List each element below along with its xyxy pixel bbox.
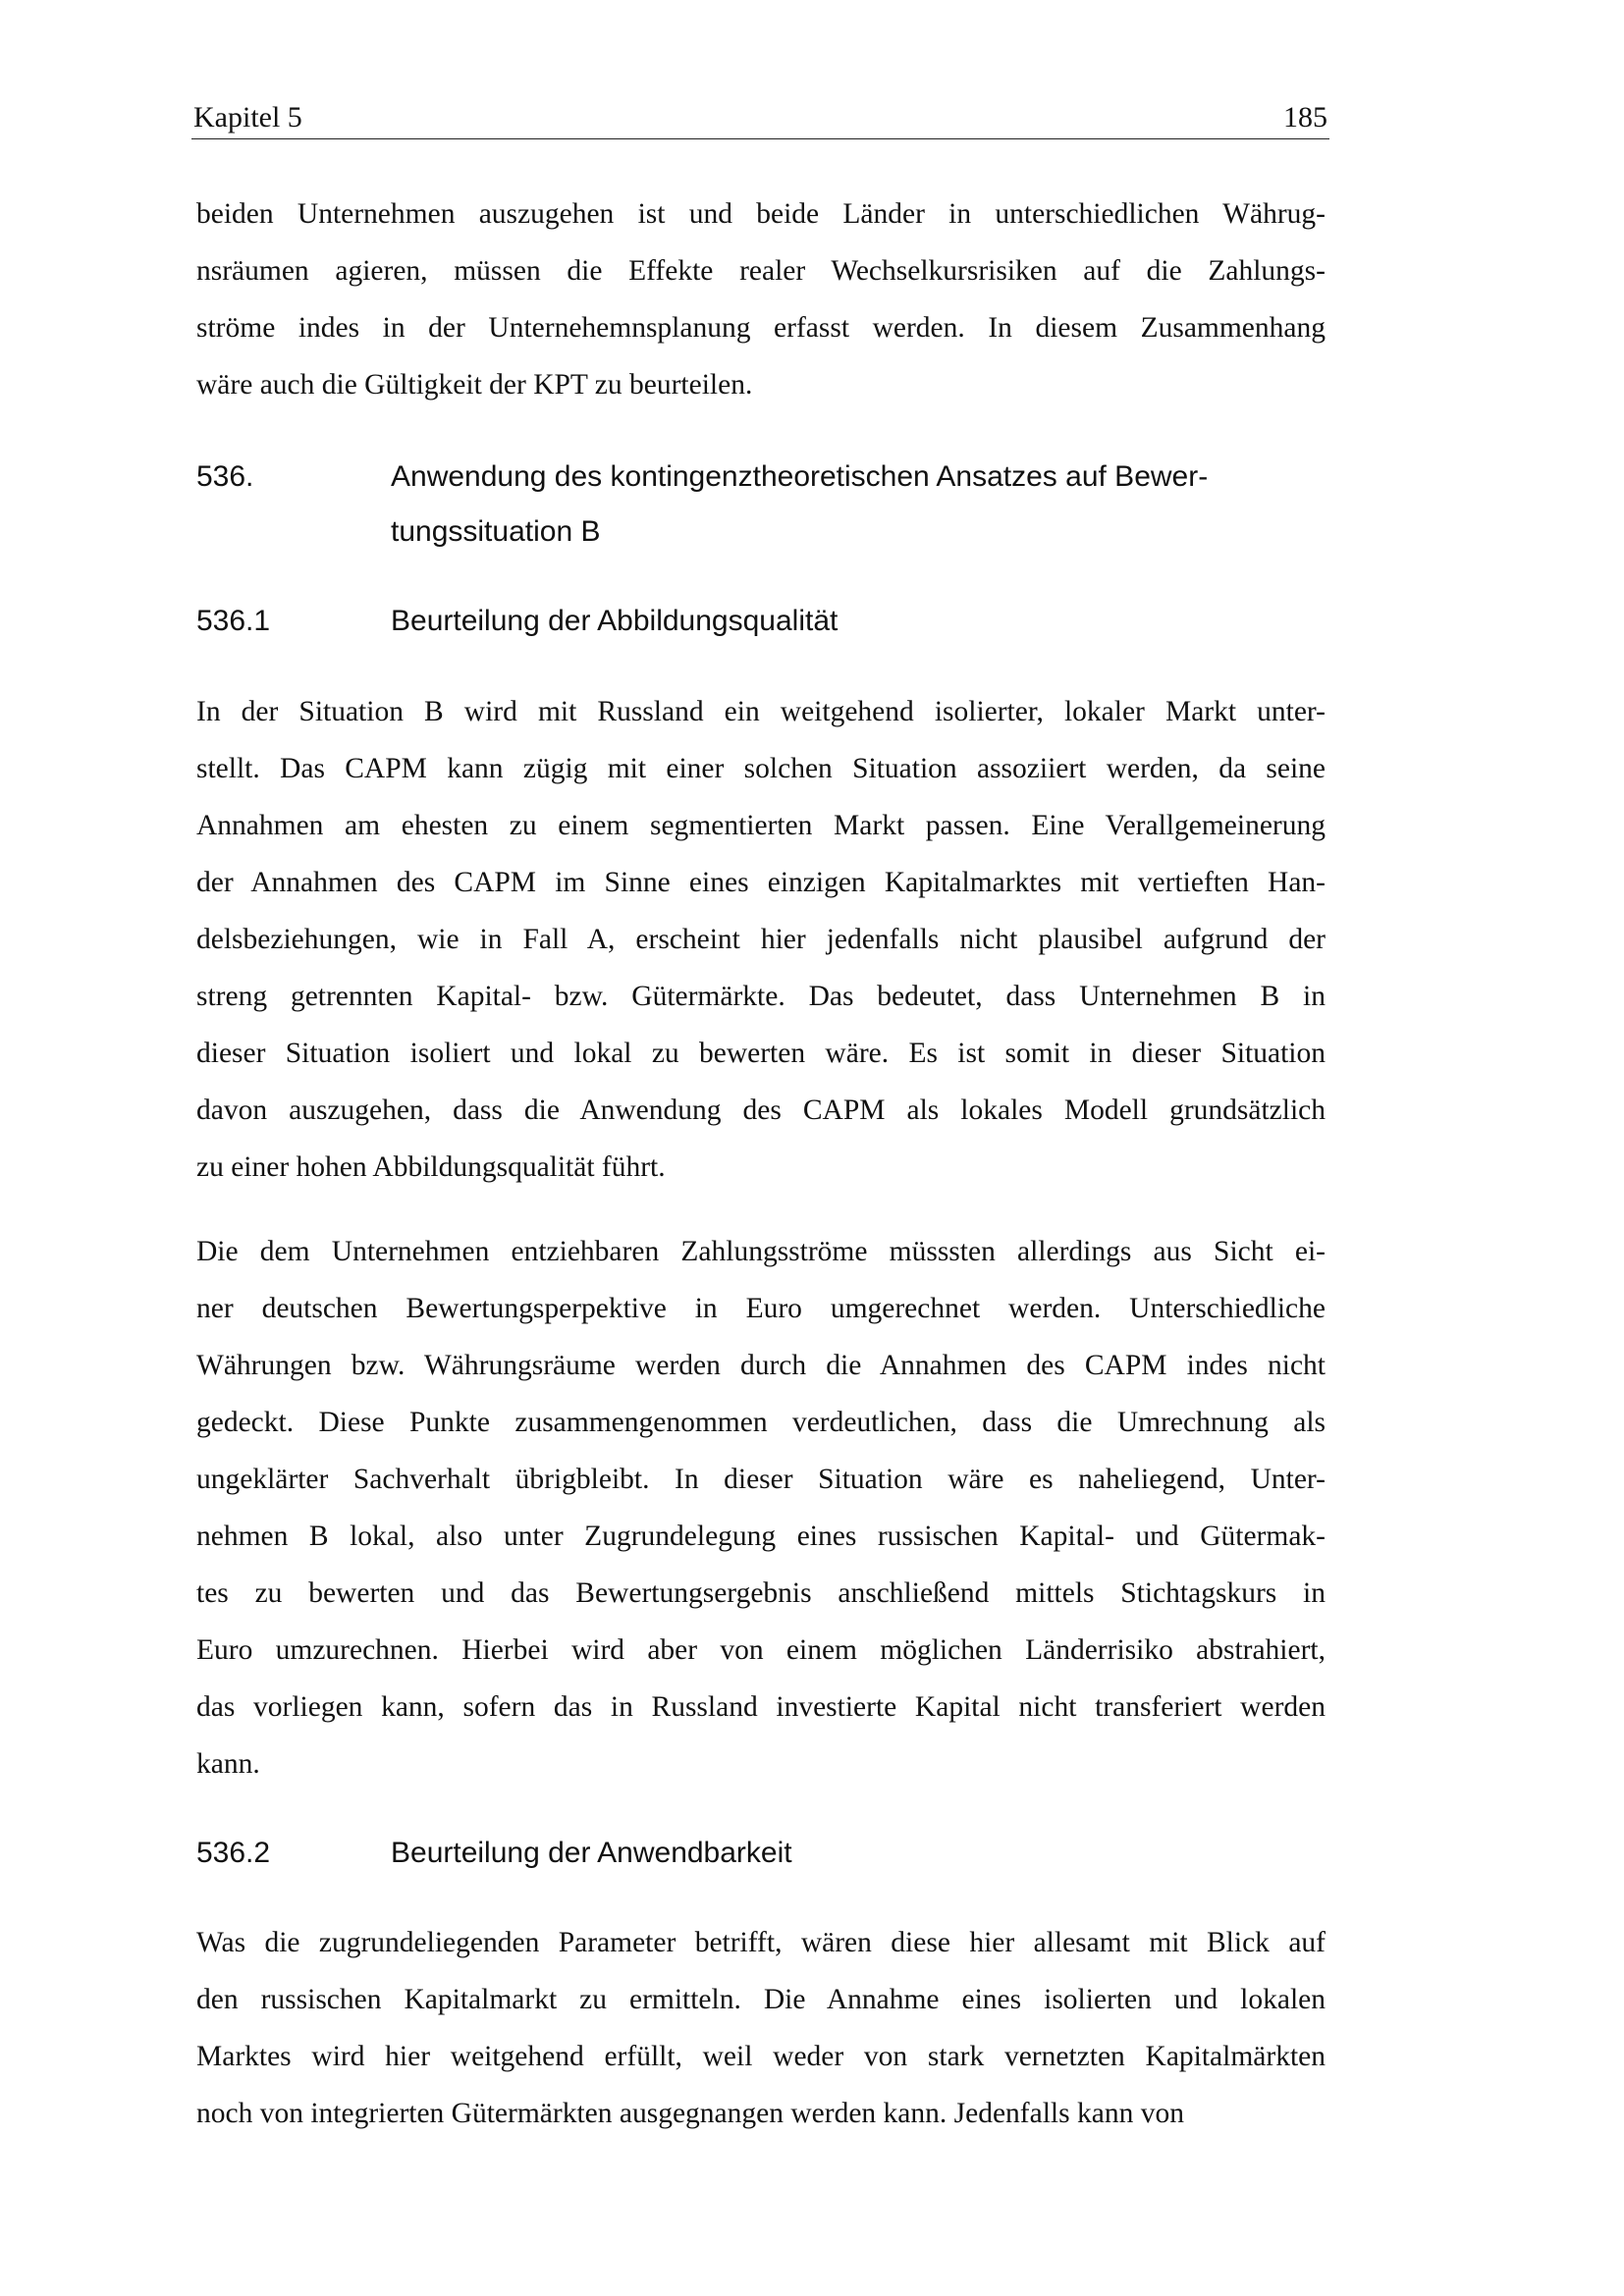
heading-title — [391, 450, 1324, 560]
text-line: Währungen bzw. Währungsräume werden durch die Annahmen des CAPM indes nicht — [196, 1350, 1326, 1381]
text-line: ungeklärter Sachverhalt übrigbleibt. In dieser Situation wäre es naheliegend, Unter- — [196, 1464, 1326, 1495]
paragraph — [196, 1914, 1326, 2142]
heading-line: Beurteilung der Anwendbarkeit — [391, 1837, 792, 1869]
text-line: wäre auch die Gültigkeit der KPT zu beurteilen. — [196, 369, 753, 400]
text-line: Marktes wird hier weitgehend erfüllt, weil weder von stark vernetzten Kapitalmärkten — [196, 2041, 1326, 2072]
paragraph — [196, 186, 1326, 413]
text-line: gedeckt. Diese Punkte zusammengenommen verdeutlichen, dass die Umrechnung als — [196, 1407, 1326, 1438]
text-line: dieser Situation isoliert und lokal zu bewerten wäre. Es ist somit in dieser Situation — [196, 1038, 1326, 1069]
text-line: der Annahmen des CAPM im Sinne eines einzigen Kapitalmarktes mit vertieften Han- — [196, 867, 1326, 898]
text-line: tes zu bewerten und das Bewertungsergebnis anschließend mittels Stichtagskurs in — [196, 1577, 1326, 1609]
heading-number: 536.2 — [196, 1837, 271, 1869]
text-line: ner deutschen Bewertungsperpektive in Euro umgerechnet werden. Unterschiedliche — [196, 1293, 1326, 1324]
text-line: delsbeziehungen, wie in Fall A, erscheint hier jedenfalls nicht plausibel aufgrund der — [196, 924, 1326, 955]
chapter-label: Kapitel 5 — [193, 101, 302, 133]
text-line: davon auszugehen, dass die Anwendung des CAPM als lokales Modell grundsätzlich — [196, 1095, 1326, 1126]
text-line: Die dem Unternehmen entziehbaren Zahlungsströme müsssten allerdings aus Sicht ei- — [196, 1236, 1326, 1267]
heading-number: 536.1 — [196, 605, 271, 637]
text-line: nehmen B lokal, also unter Zugrundelegung eines russischen Kapital- und Gütermak- — [196, 1521, 1326, 1552]
paragraph — [196, 1223, 1326, 1792]
heading-title — [391, 1826, 1324, 1881]
heading-line: Anwendung des kontingenztheoretischen Ansatzes auf Bewer- — [391, 460, 1209, 493]
page-number: 185 — [1283, 101, 1327, 133]
text-line: noch von integrierten Gütermärkten ausgegnangen werden kann. Jedenfalls kann von — [196, 2098, 1184, 2129]
text-line: ströme indes in der Unternehemnsplanung erfasst werden. In diesem Zusammenhang — [196, 312, 1326, 344]
heading-line: Beurteilung der Abbildungsqualität — [391, 605, 839, 637]
heading-line: tungssituation B — [391, 515, 601, 548]
text-line: streng getrennten Kapital- bzw. Gütermärkte. Das bedeutet, dass Unternehmen B in — [196, 981, 1326, 1012]
text-line: den russischen Kapitalmarkt zu ermitteln. Die Annahme eines isolierten und lokalen — [196, 1984, 1326, 2015]
text-line: In der Situation B wird mit Russland ein weitgehend isolierter, lokaler Markt unter- — [196, 696, 1326, 727]
heading-title — [391, 594, 1324, 649]
text-line: Annahmen am ehesten zu einem segmentierten Markt passen. Eine Verallgemeinerung — [196, 810, 1326, 841]
text-line: das vorliegen kann, sofern das in Russland investierte Kapital nicht transferiert werden — [196, 1691, 1326, 1723]
text-line: zu einer hohen Abbildungsqualität führt. — [196, 1151, 666, 1183]
text-line: kann. — [196, 1748, 260, 1780]
paragraph — [196, 683, 1326, 1196]
text-line: Was die zugrundeliegenden Parameter betrifft, wären diese hier allesamt mit Blick auf — [196, 1927, 1326, 1958]
text-line: beiden Unternehmen auszugehen ist und beide Länder in unterschiedlichen Währug- — [196, 198, 1326, 230]
running-header — [193, 98, 1327, 137]
text-line: stellt. Das CAPM kann zügig mit einer solchen Situation assoziiert werden, da seine — [196, 753, 1326, 784]
text-line: nsräumen agieren, müssen die Effekte realer Wechselkursrisiken auf die Zahlungs- — [196, 255, 1326, 287]
header-rule — [191, 138, 1329, 139]
text-line: Euro umzurechnen. Hierbei wird aber von einem möglichen Länderrisiko abstrahiert, — [196, 1634, 1326, 1666]
heading-number: 536. — [196, 460, 254, 493]
